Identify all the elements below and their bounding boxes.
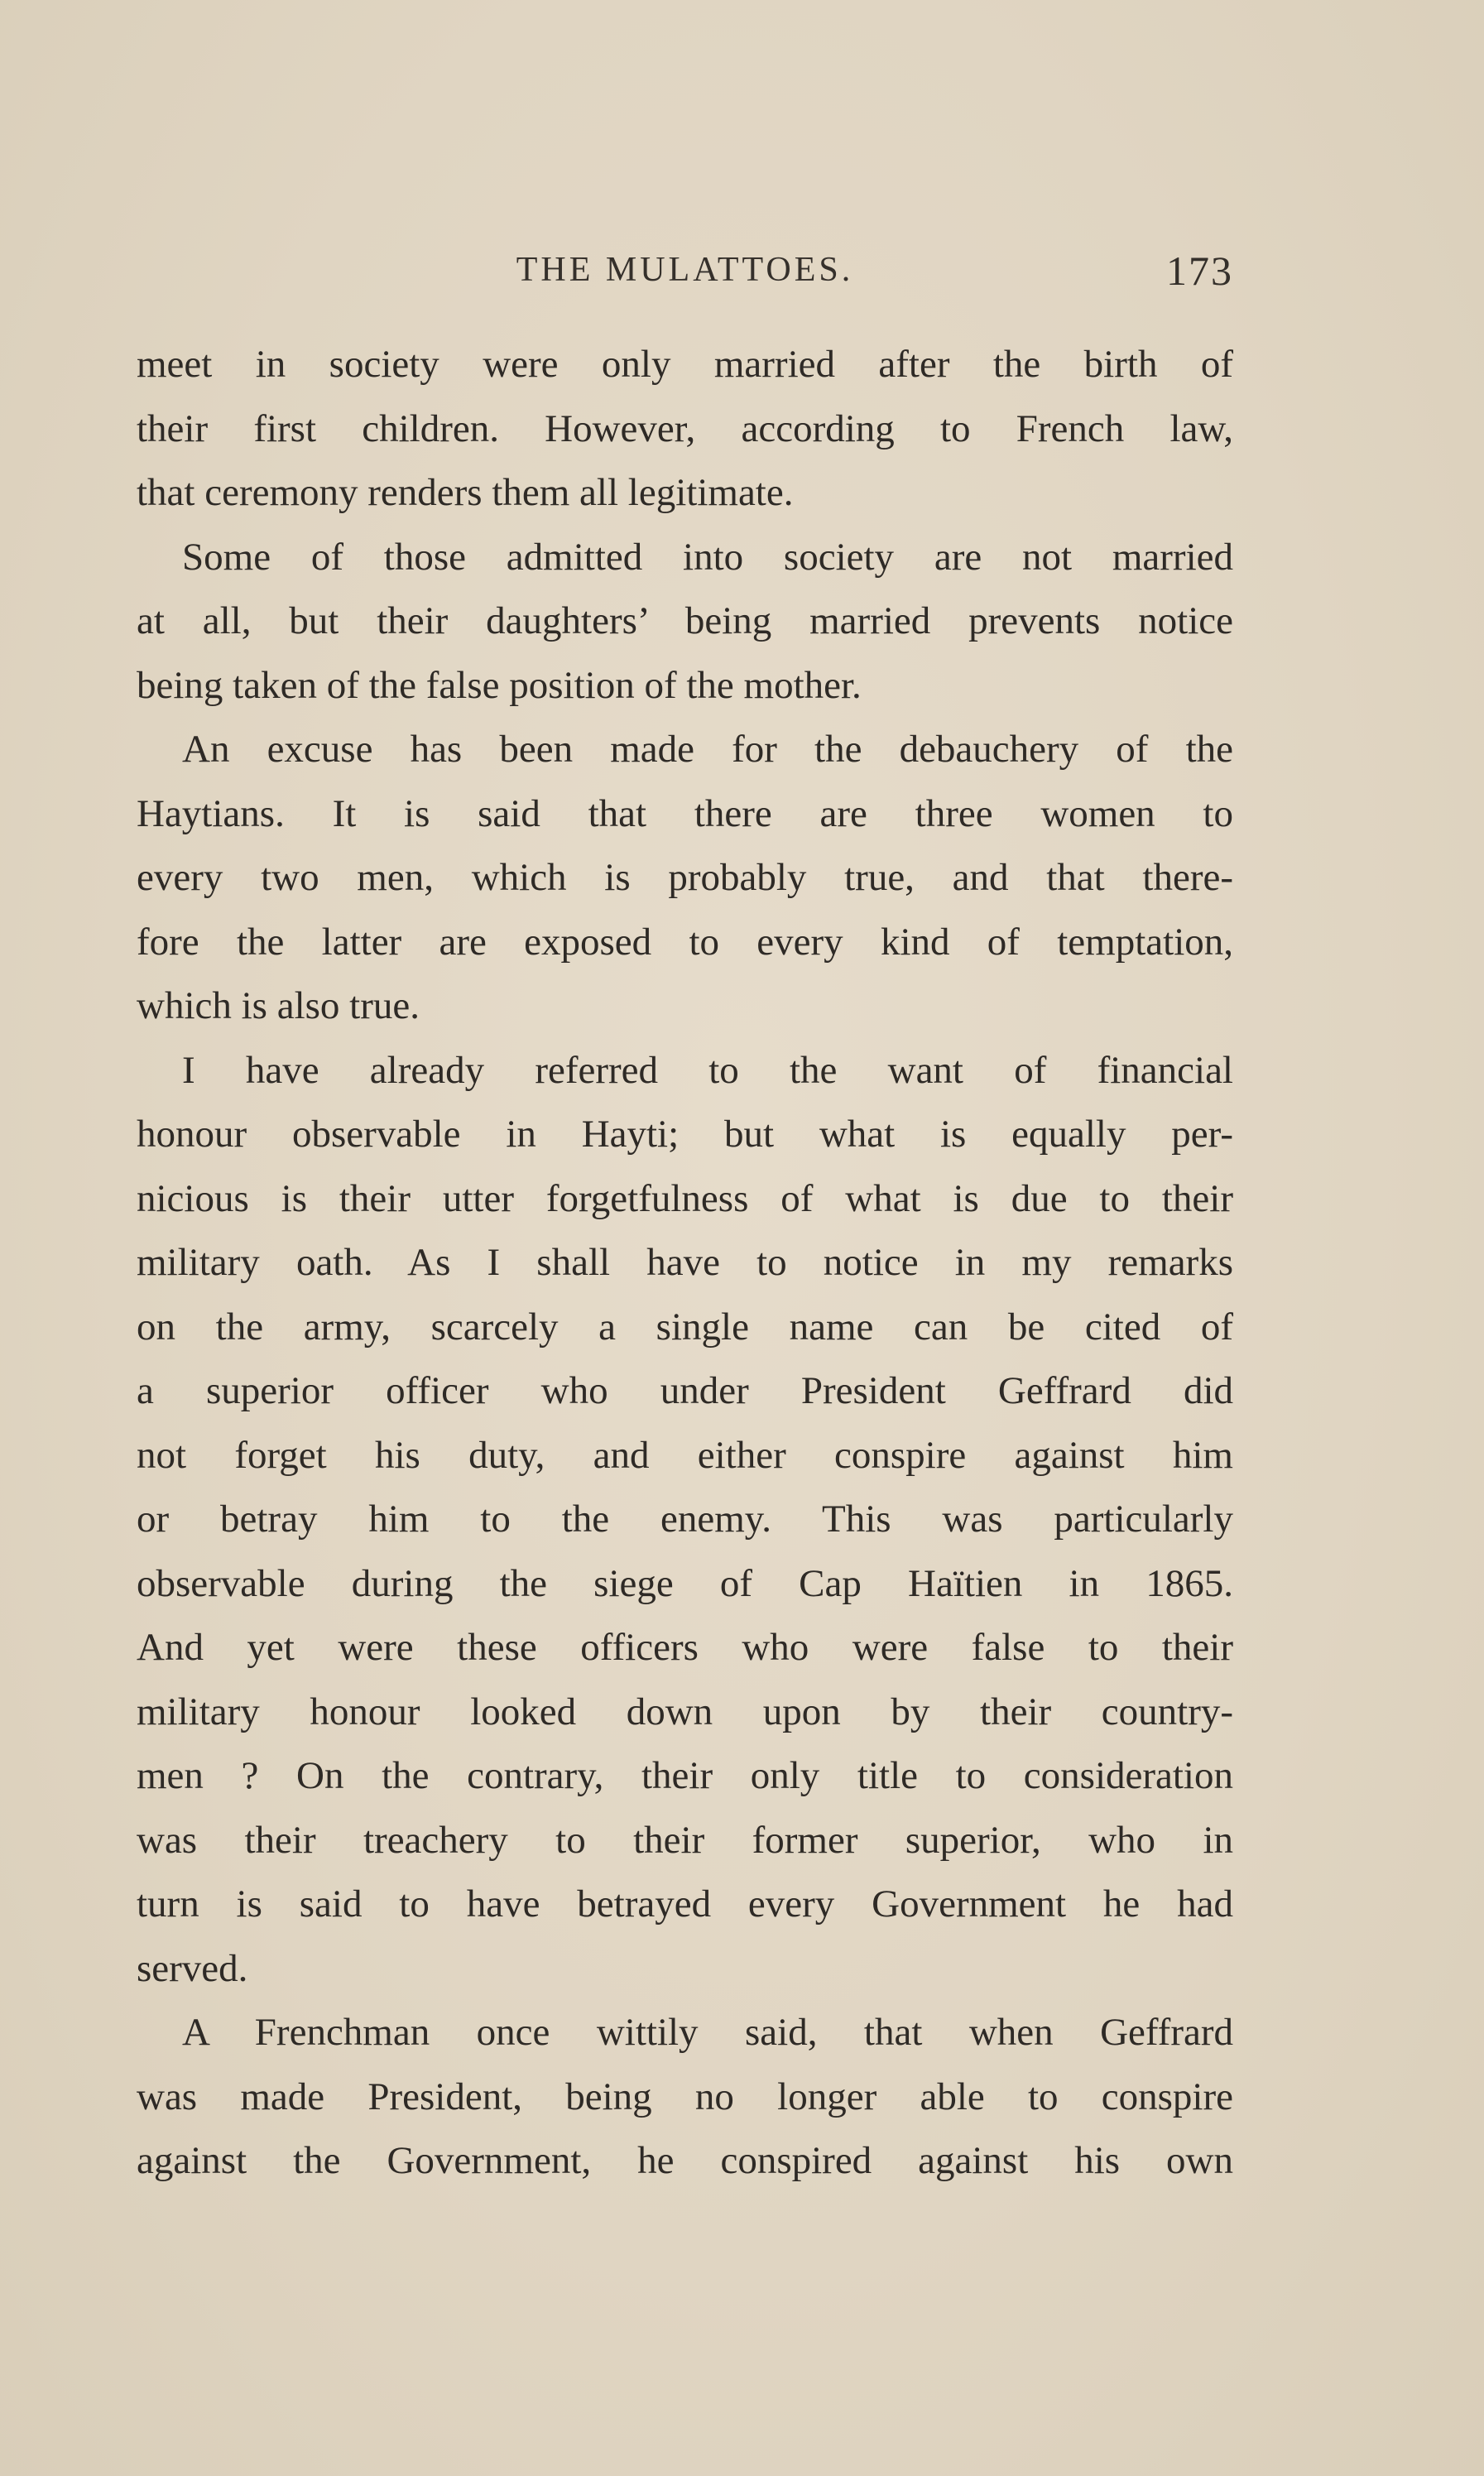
text-line: nicious is their utter forgetfulness of what is due to their [137, 1176, 1233, 1220]
text-line: that ceremony renders them all legitimate. [137, 471, 794, 514]
text-line: every two men, which is probably true, and that there- [137, 856, 1233, 899]
text-line: against the Government, he conspired against his own [137, 2139, 1233, 2182]
text-line: And yet were these officers who were false to their [137, 1626, 1233, 1669]
text-line: observable during the siege of Cap Haïtien in 1865. [137, 1561, 1233, 1605]
page-number: 173 [1166, 248, 1233, 294]
text-line: at all, but their daughters’ being married prevents notice [137, 599, 1233, 642]
text-line: honour observable in Hayti; but what is equally per- [137, 1113, 1233, 1156]
text-line: was made President, being no longer able to conspire [137, 2075, 1233, 2118]
text-line: fore the latter are exposed to every kind of temptation, [137, 920, 1233, 964]
body-text [137, 333, 1233, 2194]
text-line: meet in society were only married after the birth of [137, 343, 1233, 386]
text-line: turn is said to have betrayed every Government he had [137, 1882, 1233, 1926]
text-line: military honour looked down upon by their country- [137, 1690, 1233, 1733]
text-line: was their treachery to their former superior, who in [137, 1818, 1233, 1862]
text-line: I have already referred to the want of financial [182, 1048, 1233, 1092]
text-line: Some of those admitted into society are not married [182, 535, 1233, 579]
text-line: not forget his duty, and either conspire against him [137, 1433, 1233, 1477]
text-line: a superior officer who under President Geffrard did [137, 1369, 1233, 1412]
text-line: or betray him to the enemy. This was particularly [137, 1498, 1233, 1541]
text-line: An excuse has been made for the debauchery of the [182, 728, 1233, 771]
text-line: their first children. However, according to French law, [137, 406, 1233, 450]
text-line: served. [137, 1946, 248, 1990]
text-line: military oath. As I shall have to notice in my remarks [137, 1241, 1233, 1284]
text-line: which is also true. [137, 984, 420, 1027]
text-line: men ? On the contrary, their only title to consideration [137, 1754, 1233, 1797]
text-line: on the army, scarcely a single name can be cited of [137, 1305, 1233, 1349]
text-line: A Frenchman once wittily said, that when Geffrard [182, 2011, 1233, 2054]
running-head [137, 250, 1233, 300]
text-line: Haytians. It is said that there are three women to [137, 791, 1233, 835]
running-title: THE MULATTOES. [516, 251, 854, 289]
text-line: being taken of the false position of the mother. [137, 663, 862, 707]
